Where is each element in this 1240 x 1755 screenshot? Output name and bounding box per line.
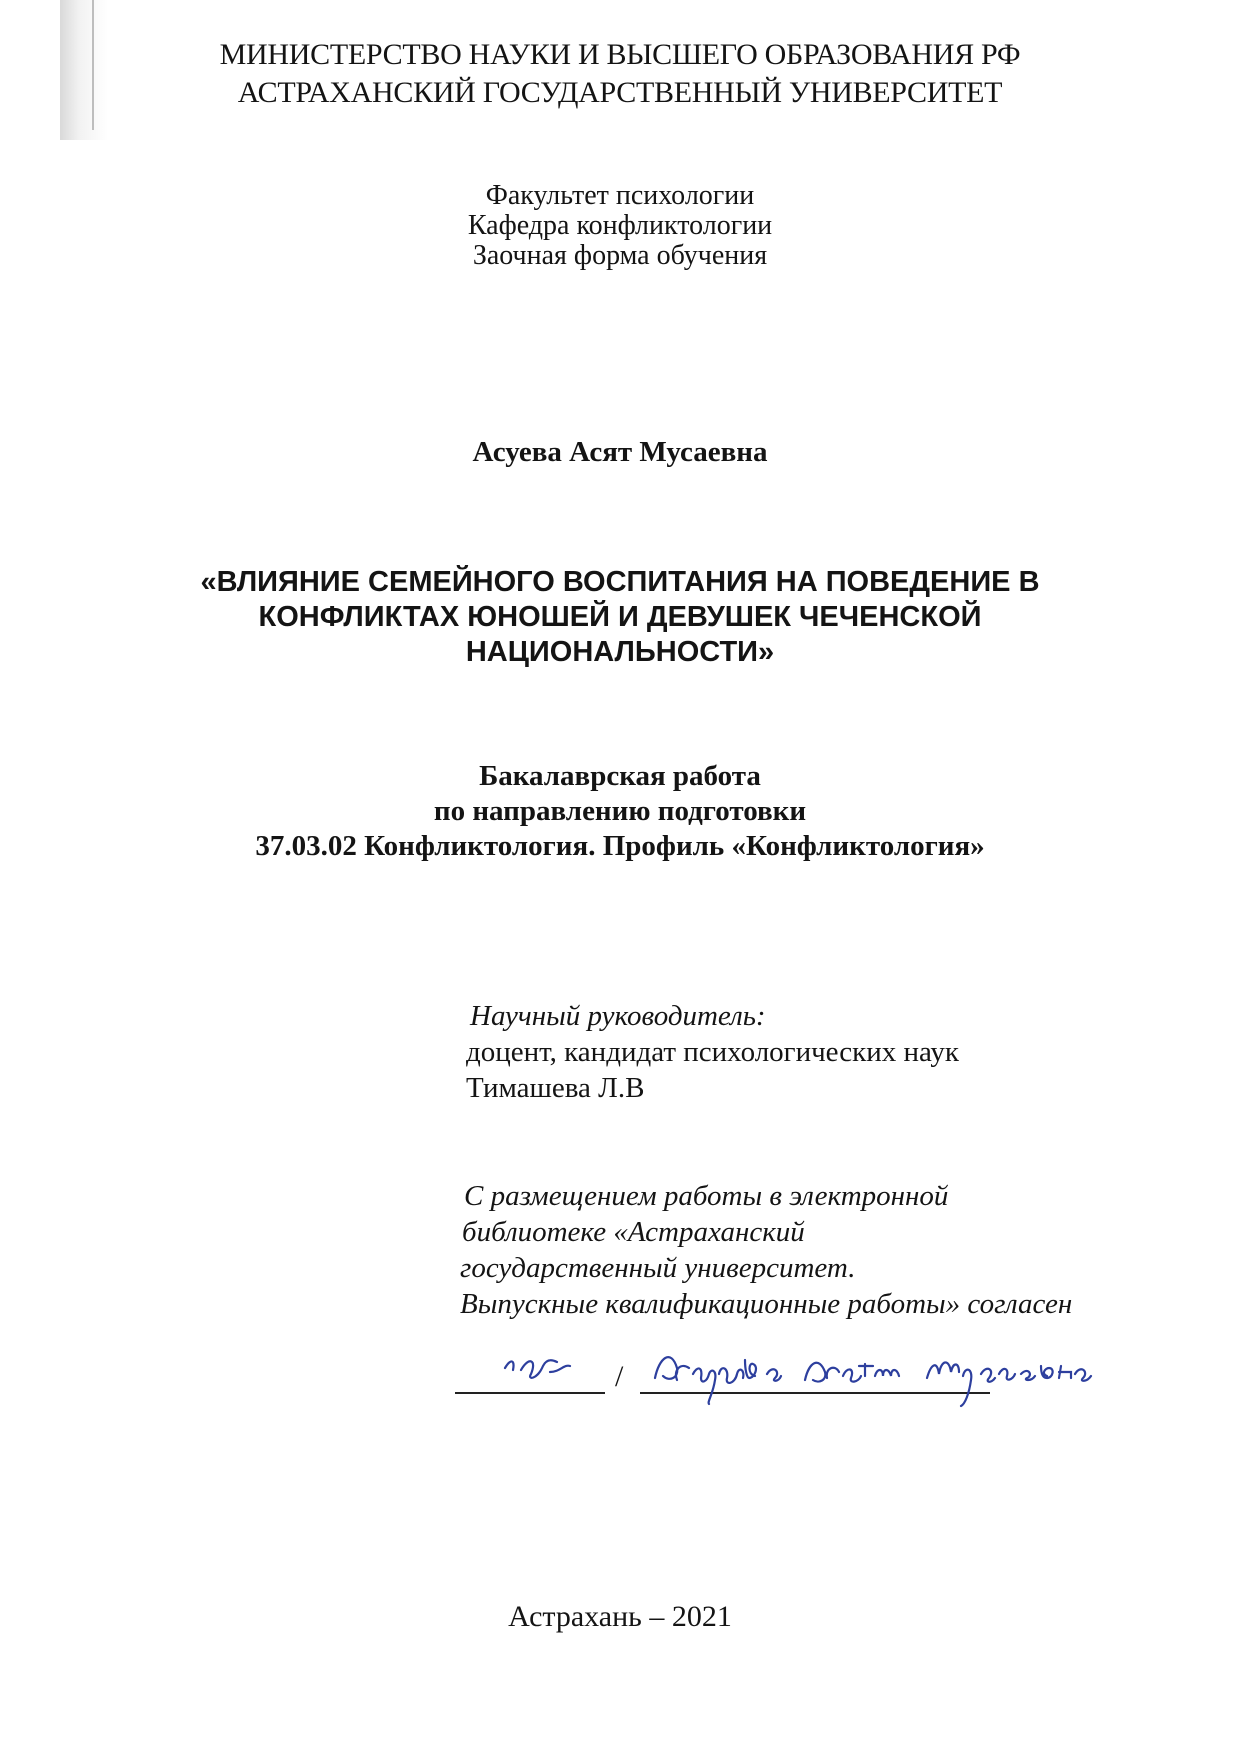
signature-area (455, 1330, 1095, 1410)
ministry-name: МИНИСТЕРСТВО НАУКИ И ВЫСШЕГО ОБРАЗОВАНИЯ РФ (219, 38, 1021, 71)
faculty-name: Факультет психологии (485, 180, 755, 211)
consent-line-1: С размещением работы в электронной (464, 1180, 949, 1212)
supervisor-position: доцент, кандидат психологических наук (466, 1036, 959, 1068)
consent-line-3: государственный университет. (460, 1252, 856, 1284)
study-form: Заочная форма обучения (472, 240, 768, 271)
work-profile: 37.03.02 Конфликтология. Профиль «Конфликтология» (255, 830, 985, 862)
university-name: АСТРАХАНСКИЙ ГОСУДАРСТВЕННЫЙ УНИВЕРСИТЕТ (237, 76, 1003, 109)
thesis-title-line-3: НАЦИОНАЛЬНОСТИ» (465, 636, 775, 668)
work-direction: по направлению подготовки (433, 795, 807, 827)
consent-line-2: библиотеке «Астраханский (462, 1216, 805, 1248)
department-name: Кафедра конфликтологии (467, 210, 773, 241)
handwritten-signature (455, 1330, 1095, 1410)
consent-line-4: Выпускные квалификационные работы» согласен (460, 1288, 1073, 1320)
supervisor-name: Тимашева Л.В (466, 1072, 645, 1104)
signature-separator: / (615, 1360, 624, 1393)
city-year: Астрахань – 2021 (508, 1600, 732, 1633)
thesis-title-line-2: КОНФЛИКТАХ ЮНОШЕЙ И ДЕВУШЕК ЧЕЧЕНСКОЙ (258, 601, 982, 633)
work-type: Бакалаврская работа (479, 760, 761, 792)
author-name: Асуева Асят Мусаевна (472, 436, 768, 468)
thesis-title-line-1: «ВЛИЯНИЕ СЕМЕЙНОГО ВОСПИТАНИЯ НА ПОВЕДЕНИЕ В (200, 566, 1040, 598)
supervisor-label: Научный руководитель: (470, 1000, 766, 1032)
